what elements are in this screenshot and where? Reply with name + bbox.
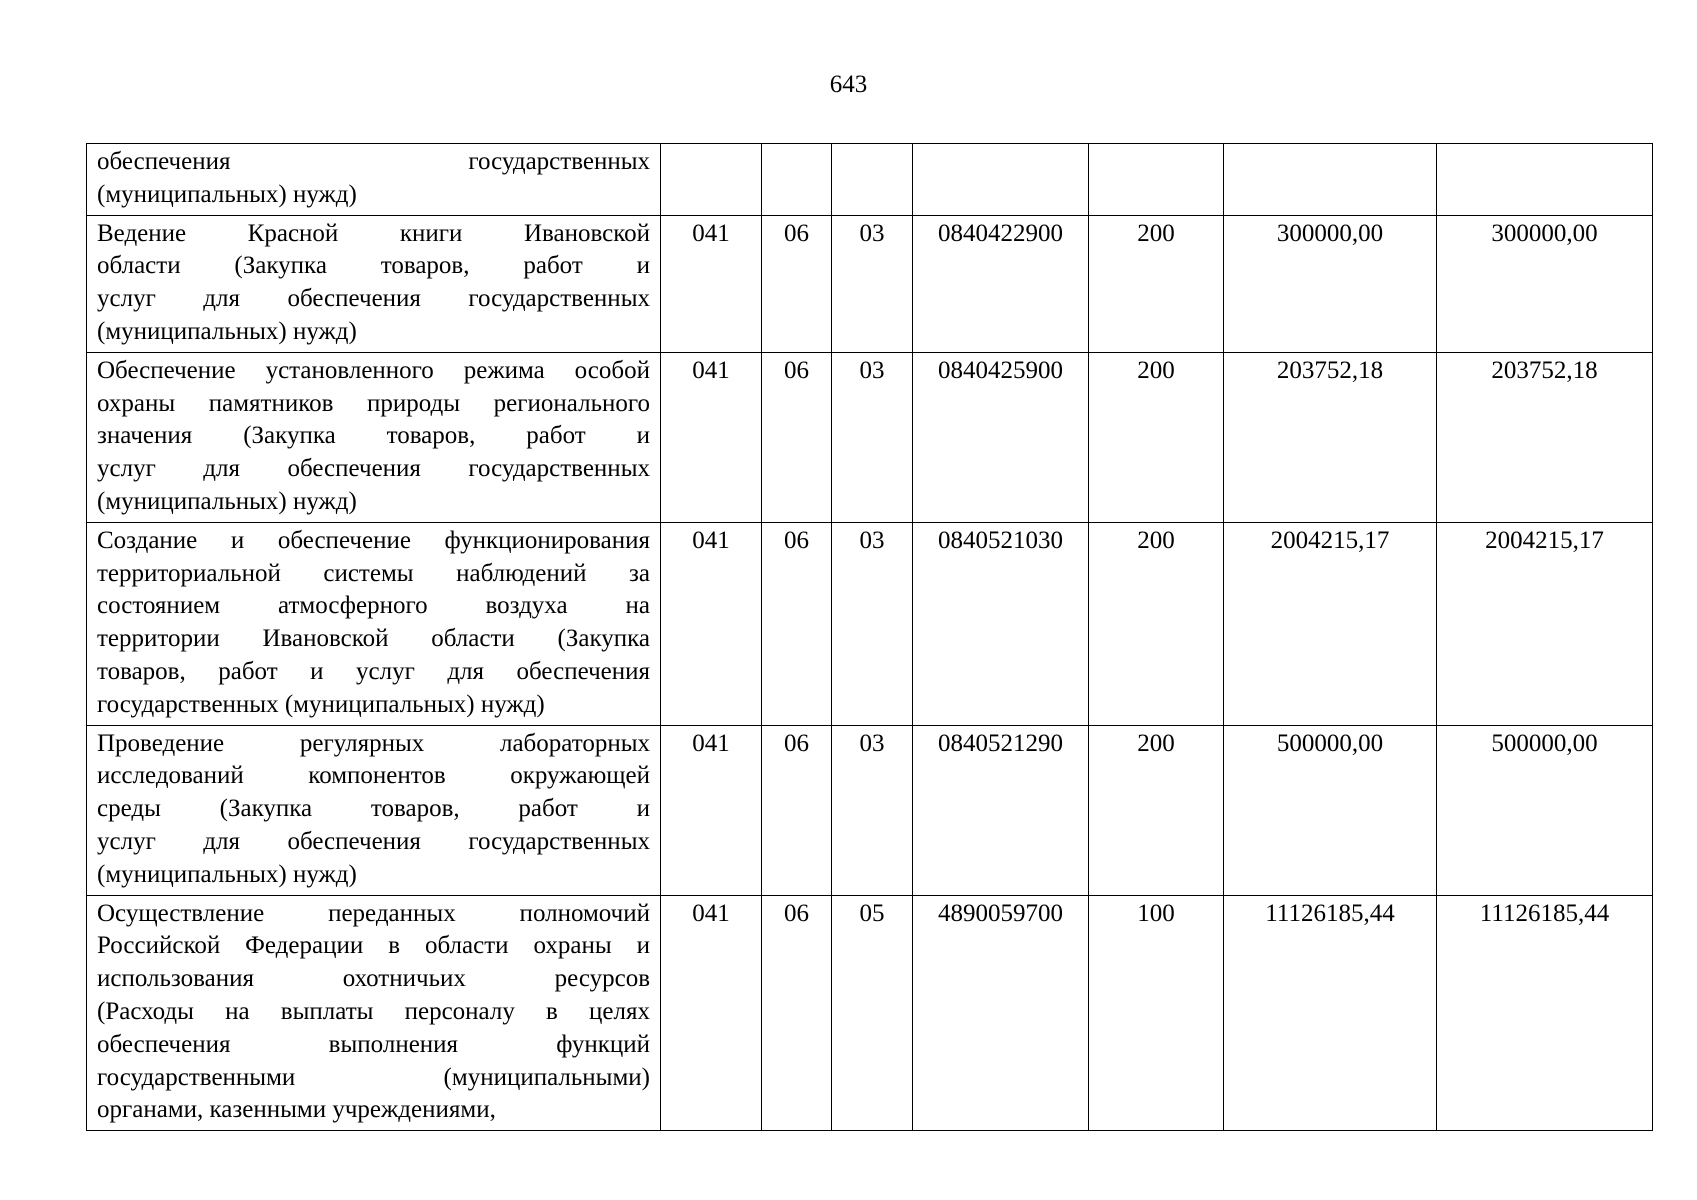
ministry-code-cell: 041 <box>661 352 762 522</box>
target-article-cell: 0840425900 <box>913 352 1089 522</box>
section-code-cell: 06 <box>762 895 832 1131</box>
description-line: использования охотничьих ресурсов <box>97 965 650 993</box>
subsection-code-cell: 03 <box>832 352 913 522</box>
target-article-cell: 4890059700 <box>913 895 1089 1131</box>
description-line: (Расходы на выплаты персоналу в целях <box>97 997 650 1025</box>
description-line: состоянием атмосферного воздуха на <box>97 592 650 620</box>
section-code-cell: 06 <box>762 215 832 352</box>
expense-type-cell: 200 <box>1089 522 1224 725</box>
target-article-cell: 0840521290 <box>913 725 1089 895</box>
ministry-code-cell: 041 <box>661 522 762 725</box>
description-line: территории Ивановской области (Закупка <box>97 625 650 653</box>
section-code-cell: 06 <box>762 725 832 895</box>
expense-type-cell: 200 <box>1089 215 1224 352</box>
subsection-code-cell: 03 <box>832 215 913 352</box>
amount-year1-cell: 11126185,44 <box>1224 895 1437 1131</box>
description-cell <box>87 725 661 895</box>
subsection-code-cell: 03 <box>832 522 913 725</box>
table-row <box>87 895 1653 1131</box>
amount-year1-cell: 500000,00 <box>1224 725 1437 895</box>
description-line: (муниципальных) нужд) <box>97 860 357 888</box>
description-line: государственных (муниципальных) нужд) <box>97 690 545 718</box>
description-line: Российской Федерации в области охраны и <box>97 932 650 960</box>
description-line: государственными (муниципальными) <box>97 1063 650 1091</box>
description-line: (муниципальных) нужд) <box>97 180 357 208</box>
description-line: услуг для обеспечения государственных <box>97 285 650 313</box>
description-line: охраны памятников природы регионального <box>97 389 650 417</box>
amount-year1-cell: 203752,18 <box>1224 352 1437 522</box>
description-line: Проведение регулярных лабораторных <box>97 729 650 757</box>
description-line: (муниципальных) нужд) <box>97 487 357 515</box>
table-row <box>87 725 1653 895</box>
amount-year2-cell: 2004215,17 <box>1437 522 1653 725</box>
description-line: органами, казенными учреждениями, <box>97 1096 496 1124</box>
ministry-code-cell: 041 <box>661 215 762 352</box>
amount-year2-cell: 11126185,44 <box>1437 895 1653 1131</box>
amount-year1-cell: 2004215,17 <box>1224 522 1437 725</box>
ministry-code-cell: 041 <box>661 895 762 1131</box>
ministry-code-cell: 041 <box>661 725 762 895</box>
description-line: Ведение Красной книги Ивановской <box>97 219 650 247</box>
amount-year2-cell: 203752,18 <box>1437 352 1653 522</box>
target-article-cell <box>913 144 1089 216</box>
description-cell <box>87 352 661 522</box>
table-row <box>87 215 1653 352</box>
description-cell <box>87 215 661 352</box>
description-line: (муниципальных) нужд) <box>97 317 357 345</box>
amount-year2-cell <box>1437 144 1653 216</box>
description-line: исследований компонентов окружающей <box>97 762 650 790</box>
description-line: обеспечения государственных <box>97 148 650 175</box>
expense-type-cell: 200 <box>1089 352 1224 522</box>
description-line: значения (Закупка товаров, работ и <box>97 422 650 450</box>
subsection-code-cell: 05 <box>832 895 913 1131</box>
amount-year2-cell: 500000,00 <box>1437 725 1653 895</box>
budget-table <box>86 143 1653 1131</box>
description-line: области (Закупка товаров, работ и <box>97 252 650 280</box>
expense-type-cell <box>1089 144 1224 216</box>
section-code-cell: 06 <box>762 522 832 725</box>
description-line: Обеспечение установленного режима особой <box>97 356 650 384</box>
expense-type-cell: 100 <box>1089 895 1224 1131</box>
amount-year1-cell: 300000,00 <box>1224 215 1437 352</box>
page-number: 643 <box>829 71 868 98</box>
subsection-code-cell <box>832 144 913 216</box>
expense-type-cell: 200 <box>1089 725 1224 895</box>
description-line: территориальной системы наблюдений за <box>97 559 650 587</box>
description-cell <box>87 522 661 725</box>
table-row <box>87 144 1653 216</box>
target-article-cell: 0840521030 <box>913 522 1089 725</box>
description-line: товаров, работ и услуг для обеспечения <box>97 657 650 685</box>
table-row <box>87 522 1653 725</box>
section-code-cell: 06 <box>762 352 832 522</box>
ministry-code-cell <box>661 144 762 216</box>
description-line: Осуществление переданных полномочий <box>97 899 650 927</box>
description-line: Создание и обеспечение функционирования <box>97 526 650 554</box>
subsection-code-cell: 03 <box>832 725 913 895</box>
description-cell <box>87 895 661 1131</box>
amount-year2-cell: 300000,00 <box>1437 215 1653 352</box>
table-body <box>87 144 1653 1131</box>
description-line: среды (Закупка товаров, работ и <box>97 795 650 823</box>
table-row <box>87 352 1653 522</box>
description-line: услуг для обеспечения государственных <box>97 827 650 855</box>
description-line: обеспечения выполнения функций <box>97 1030 650 1058</box>
section-code-cell <box>762 144 832 216</box>
target-article-cell: 0840422900 <box>913 215 1089 352</box>
amount-year1-cell <box>1224 144 1437 216</box>
description-cell <box>87 144 661 216</box>
description-line: услуг для обеспечения государственных <box>97 455 650 483</box>
